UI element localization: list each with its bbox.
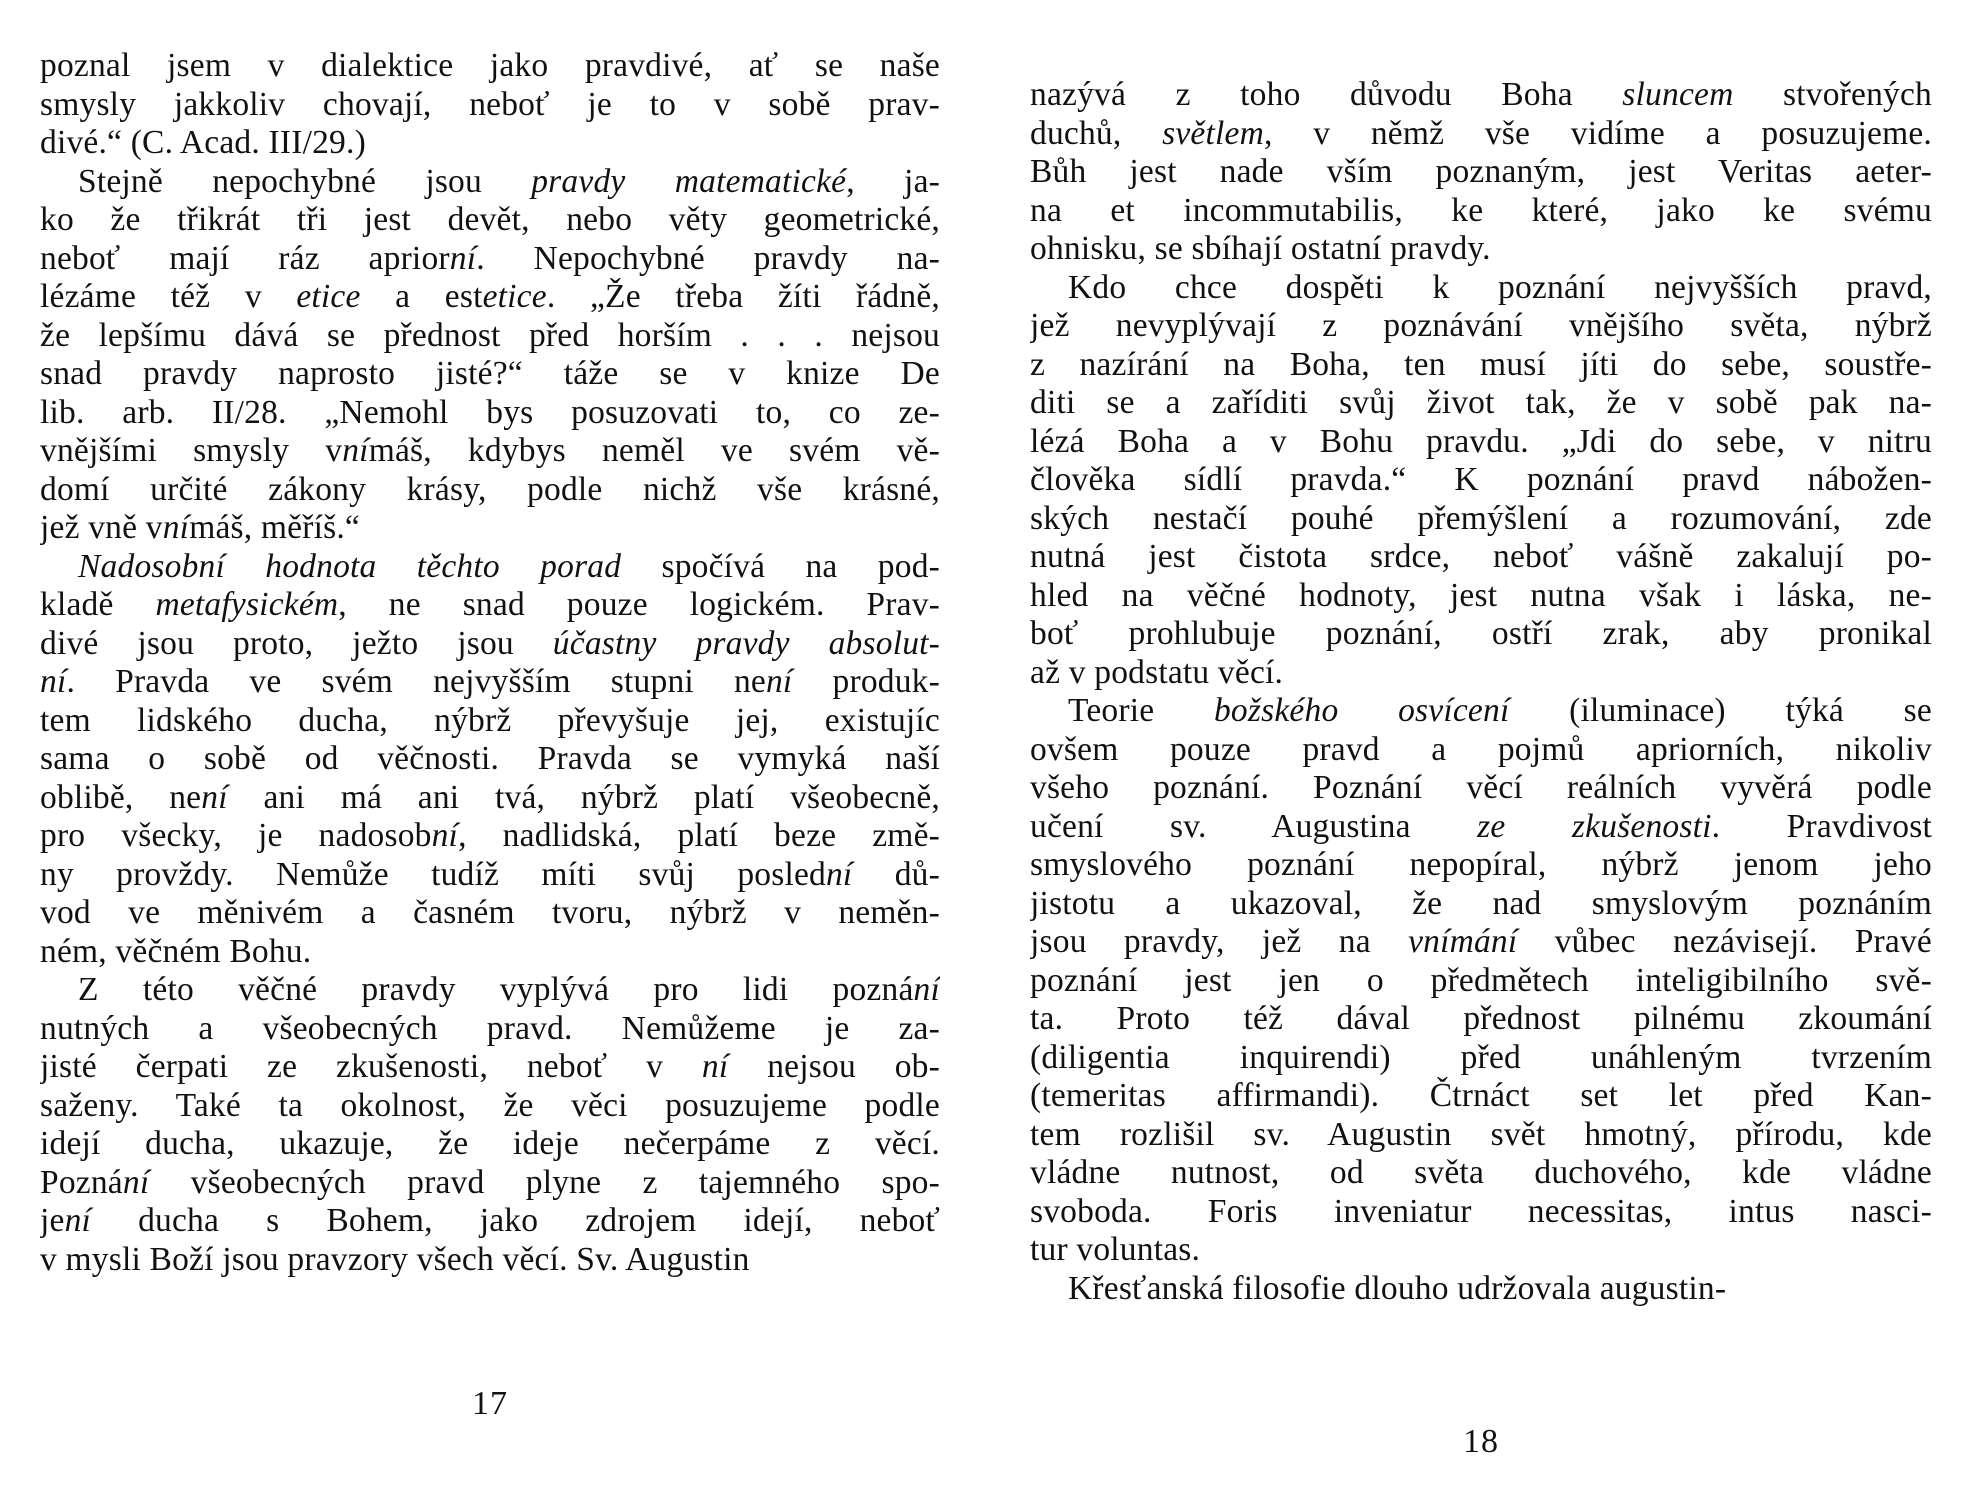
text-line: jení ducha s Bohem, jako zdrojem idejí, neboť: [40, 1202, 940, 1239]
text-line: Křesťanská filosofie dlouho udržovala augustin-: [1068, 1269, 1727, 1307]
text-line: vnějšími smysly vnímáš, kdybys neměl ve svém vě-: [40, 432, 940, 469]
text-line: tur voluntas.: [1030, 1231, 1201, 1268]
text-line: všeho poznání. Poznání věcí reálních vyvěrá podle: [1030, 769, 1932, 806]
text-line: neboť mají ráz apriorní. Nepochybné pravdy na-: [40, 239, 940, 277]
left-page-text: [40, 47, 940, 1279]
text-line: Teorie božského osvícení (iluminace) týká se: [1068, 692, 1932, 729]
text-line: pro všecky, je nadosobní, nadlidská, platí beze změ-: [40, 817, 940, 854]
text-line: člověka sídlí pravda.“ K poznání pravd nábožen-: [1030, 461, 1932, 498]
text-line: (temeritas affirmandi). Čtrnáct set let před Kan-: [1030, 1077, 1932, 1114]
text-line: smysly jakkoliv chovají, neboť je to v sobě prav-: [40, 85, 940, 123]
text-line: hled na věčné hodnoty, jest nutna však i láska, ne-: [1030, 576, 1932, 614]
text-line: ta. Proto též dával přednost pilnému zkoumání: [1030, 1000, 1932, 1037]
text-line: sama o sobě od věčnosti. Pravda se vymyká naší: [40, 740, 940, 777]
text-line: jež nevyplývají z poznávání vnějšího světa, nýbrž: [1030, 307, 1932, 344]
text-line: tem rozlišil sv. Augustin svět hmotný, přírodu, kde: [1030, 1115, 1932, 1153]
text-line: tem lidského ducha, nýbrž převyšuje jej, existujíc: [40, 701, 940, 739]
text-line: jež vně vnímáš, měříš.“: [40, 509, 360, 546]
text-line: boť prohlubuje poznání, ostří zrak, aby pronikal: [1030, 615, 1932, 652]
left-page-number: 17: [472, 1385, 508, 1422]
text-line: Kdo chce dospěti k poznání nejvyšších pravd,: [1068, 268, 1932, 306]
text-line: lib. arb. II/28. „Nemohl bys posuzovati to, co ze-: [40, 393, 940, 431]
text-line: Poznání všeobecných pravd plyne z tajemného spo-: [40, 1163, 940, 1201]
text-line: poznal jsem v dialektice jako pravdivé, ať se naše: [40, 47, 940, 84]
text-line: idejí ducha, ukazuje, že ideje nečerpáme z věcí.: [40, 1125, 940, 1162]
text-line: domí určité zákony krásy, podle nichž vše krásné,: [40, 470, 940, 508]
text-line: Bůh jest nade vším poznaným, jest Veritas aeter-: [1030, 153, 1932, 190]
text-line: Z této věčné pravdy vyplývá pro lidi poznání: [78, 971, 940, 1008]
text-line: lézáme též v etice a estetice. „Že třeba žíti řádně,: [40, 278, 940, 315]
right-page-number: 18: [1463, 1423, 1499, 1460]
text-line: smyslového poznání nepopíral, nýbrž jenom jeho: [1030, 846, 1932, 883]
text-line: snad pravdy naprosto jisté?“ táže se v knize De: [40, 355, 940, 392]
text-line: kladě metafysickém, ne snad pouze logickém. Prav-: [40, 586, 940, 623]
text-line: nutných a všeobecných pravd. Nemůžeme je za-: [40, 1009, 940, 1047]
text-line: jisté čerpati ze zkušenosti, neboť v ní nejsou ob-: [40, 1048, 940, 1085]
text-line: divé.“ (C. Acad. III/29.): [40, 124, 366, 161]
text-line: vládne nutnost, od světa duchového, kde vládne: [1030, 1154, 1932, 1191]
text-line: nutná jest čistota srdce, neboť vášně zakalují po-: [1030, 538, 1932, 575]
text-line: svoboda. Foris inveniatur necessitas, intus nasci-: [1030, 1192, 1932, 1230]
text-line: ní. Pravda ve svém nejvyšším stupni není produk-: [40, 663, 940, 700]
text-line: divé jsou proto, ježto jsou účastny pravdy absolut-: [40, 624, 940, 662]
text-line: diti se a zaříditi svůj život tak, že v sobě pak na-: [1030, 384, 1932, 421]
text-line: Stejně nepochybné jsou pravdy matematické, ja-: [78, 162, 940, 200]
text-line: v mysli Boží jsou pravzory všech věcí. Sv. Augustin: [40, 1240, 750, 1278]
text-line: ohnisku, se sbíhají ostatní pravdy.: [1030, 230, 1491, 267]
text-line: poznání jest jen o předmětech inteligibilního svě-: [1030, 961, 1932, 999]
text-line: Nadosobní hodnota těchto porad spočívá na pod-: [78, 547, 940, 585]
right-page-text: [1030, 76, 1932, 1308]
text-line: ko že třikrát tři jest devět, nebo věty geometrické,: [40, 201, 940, 238]
text-line: saženy. Také ta okolnost, že věci posuzujeme podle: [40, 1086, 940, 1124]
text-line: jsou pravdy, jež na vnímání vůbec nezávisejí. Pravé: [1030, 923, 1932, 960]
text-line: že lepšímu dává se přednost před horším . . . nejsou: [40, 316, 940, 354]
text-line: nazývá z toho důvodu Boha sluncem stvořených: [1030, 76, 1932, 113]
text-line: učení sv. Augustina ze zkušenosti. Pravdivost: [1030, 807, 1932, 845]
text-line: oblibě, není ani má ani tvá, nýbrž platí všeobecně,: [40, 778, 940, 816]
text-line: ny provždy. Nemůže tudíž míti svůj poslední dů-: [40, 855, 940, 893]
text-line: ovšem pouze pravd a pojmů apriorních, nikoliv: [1030, 730, 1932, 768]
text-line: ném, věčném Bohu.: [40, 932, 312, 970]
text-line: z nazírání na Boha, ten musí jíti do sebe, soustře-: [1030, 345, 1932, 383]
text-line: vod ve měnivém a časném tvoru, nýbrž v neměn-: [40, 894, 940, 931]
text-line: (diligentia inquirendi) před unáhleným tvrzením: [1030, 1038, 1932, 1076]
text-line: jistotu a ukazoval, že nad smyslovým poznáním: [1030, 884, 1932, 922]
text-line: až v podstatu věcí.: [1030, 653, 1284, 691]
text-line: duchů, světlem, v němž vše vidíme a posuzujeme.: [1030, 114, 1932, 152]
text-line: ských nestačí pouhé přemýšlení a rozumování, zde: [1030, 499, 1932, 537]
text-line: lézá Boha a v Bohu pravdu. „Jdi do sebe, v nitru: [1030, 422, 1932, 460]
text-line: na et incommutabilis, ke které, jako ke svému: [1030, 191, 1932, 229]
